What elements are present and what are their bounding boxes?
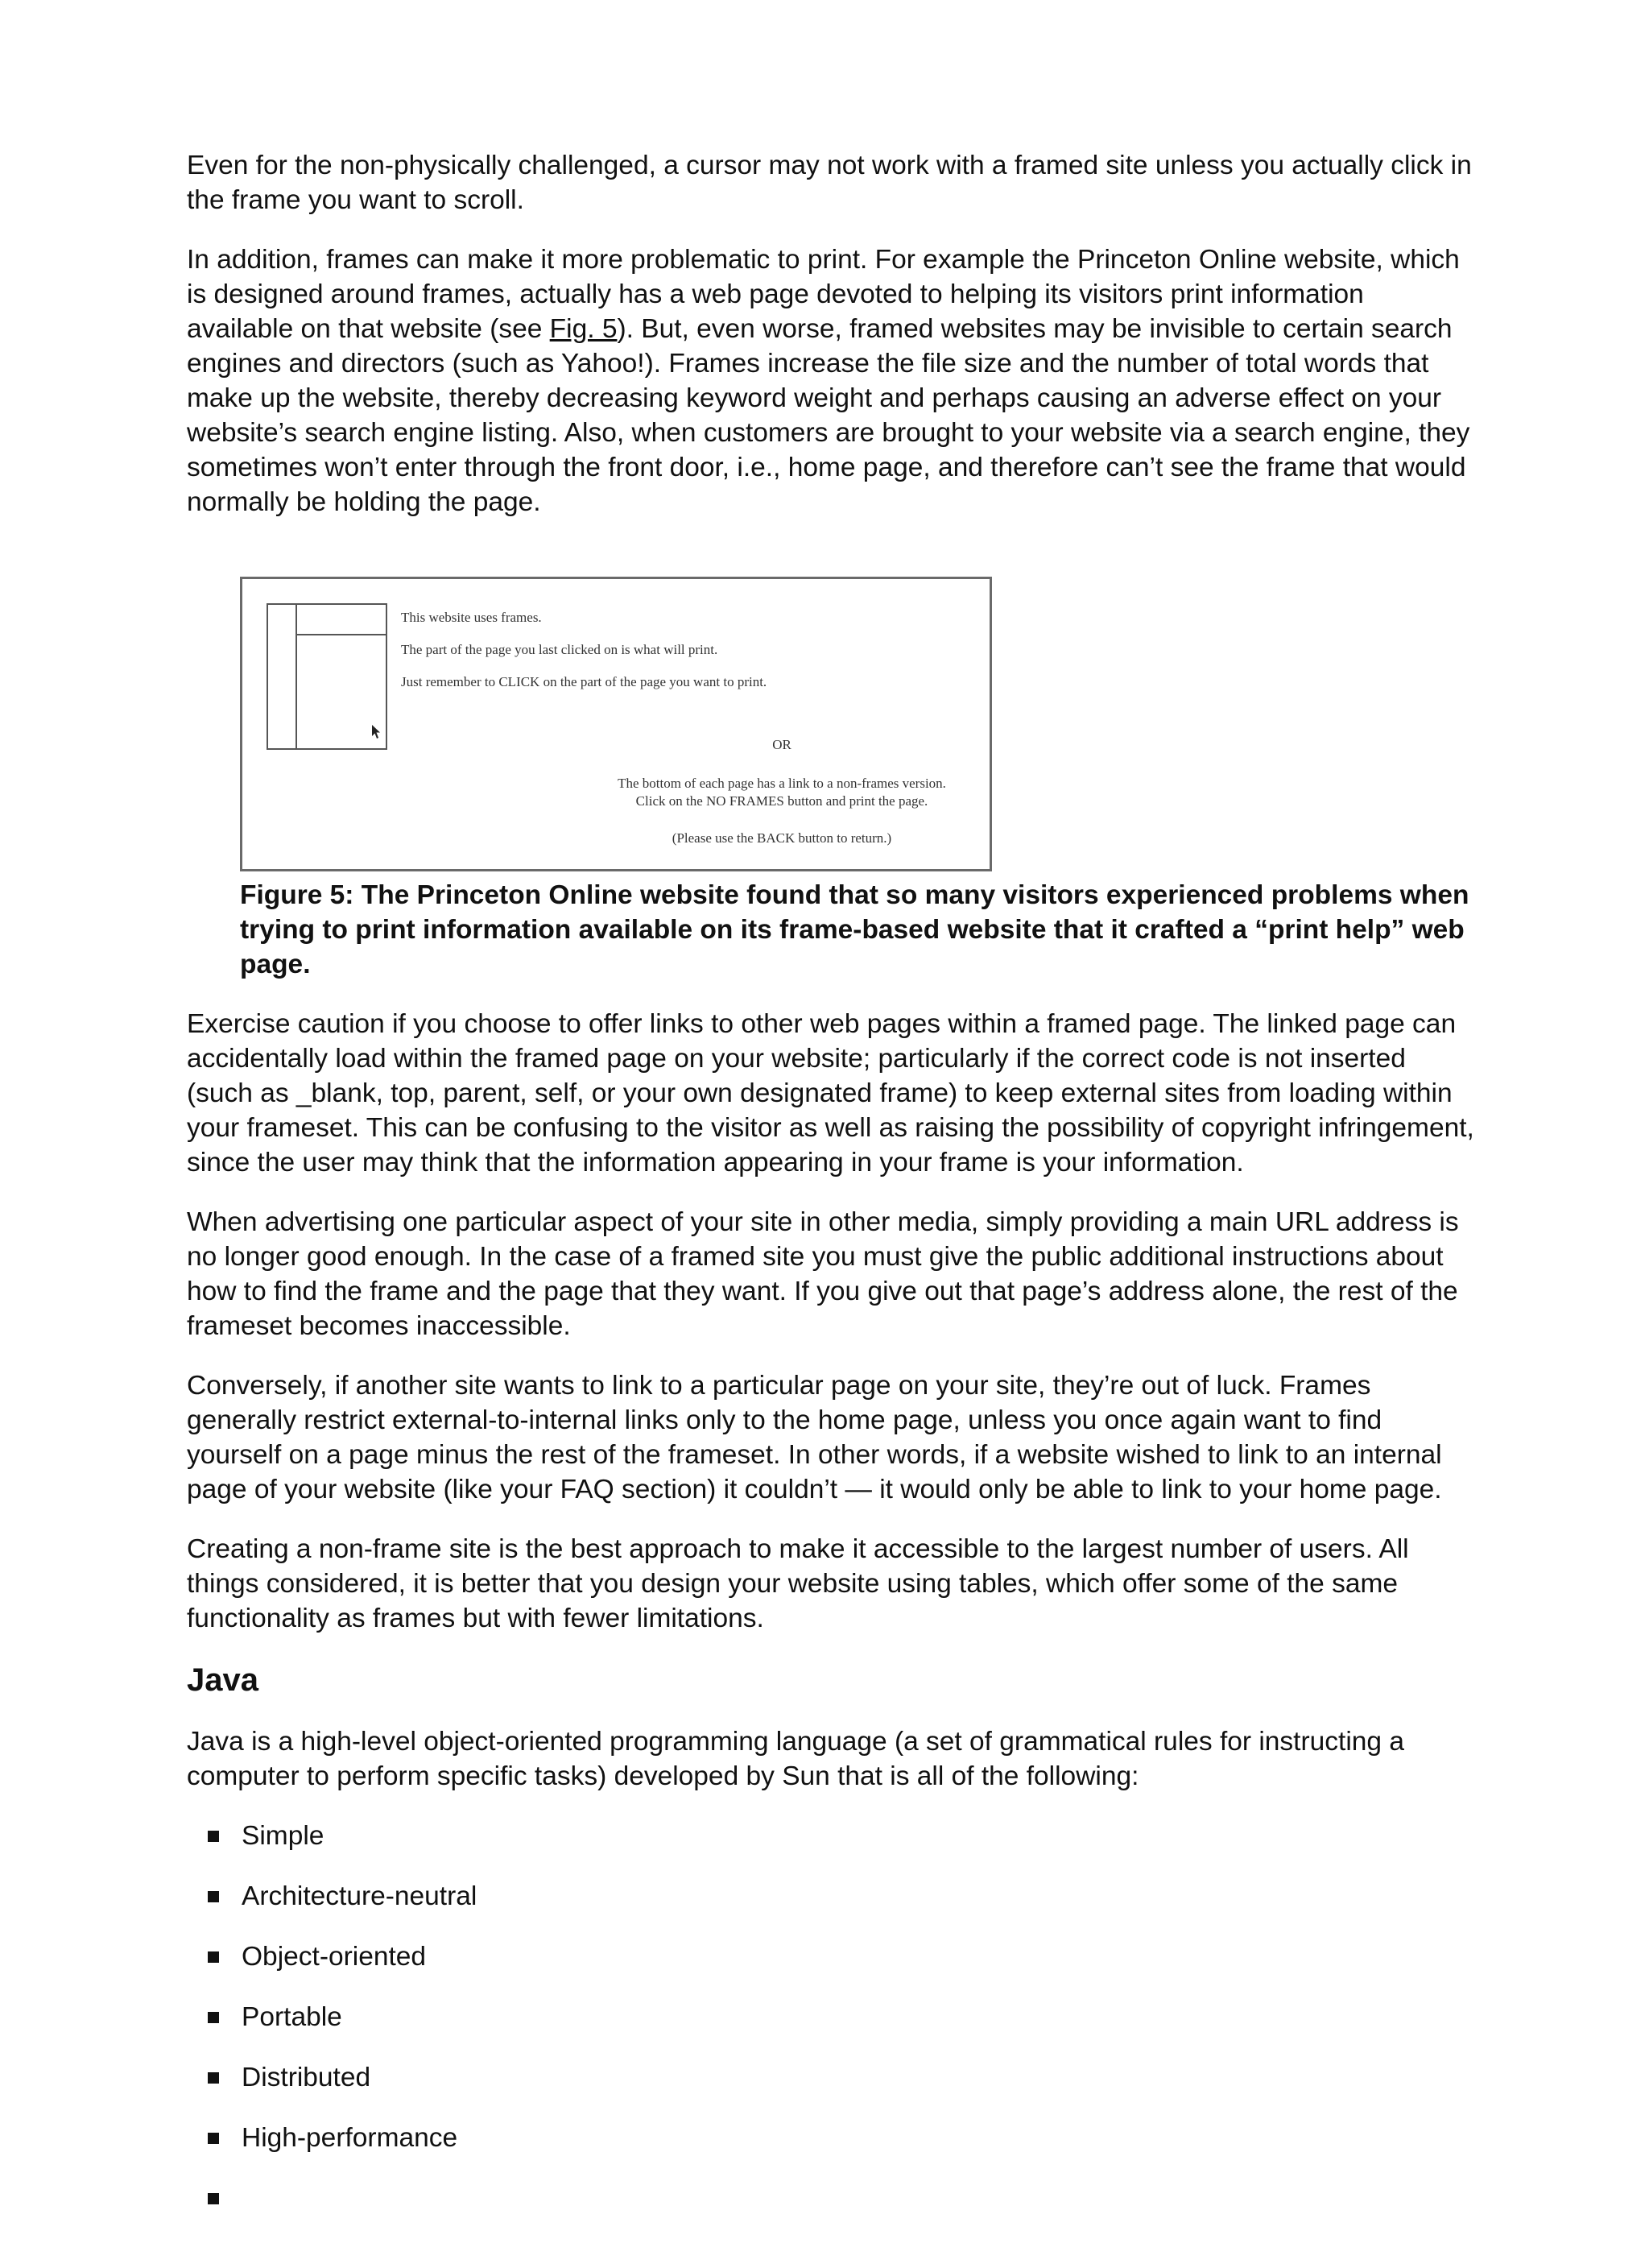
bullet-square-icon	[208, 2072, 219, 2084]
list-item	[187, 2181, 1475, 2216]
paragraph-print-problems	[187, 242, 1475, 519]
list-item-label: Distributed	[242, 2063, 371, 2092]
figure-5-caption: Figure 5: The Princeton Online website found that so many visitors experienced problems when trying to print information available on its frame-based website that it crafted a “print help” web page.	[240, 880, 1469, 979]
paragraph-print-text-b: ). But, even worse, framed websites may be invisible to certain search engines and directors (such as Yahoo!). Frames increase the file size and the number of total words that make up the website, thereby decreasing keyword weight and perhaps causing an adverse effect on your website’s search engine listing. Also, when customers are brought to your website via a search engine, they sometimes won’t enter through the front door, i.e., home page, and therefore can’t see the frame that would normally be holding the page.	[187, 314, 1470, 517]
list-item	[187, 2121, 1475, 2155]
figure-line-click-part: Just remember to CLICK on the part of the page you want to print.	[401, 674, 767, 689]
figure-5-screenshot	[240, 577, 992, 871]
list-item	[187, 1879, 1475, 1914]
paragraph-advertising-url: When advertising one particular aspect of your site in other media, simply providing a main URL address is no longer good enough. In the case of a framed site you must give the public additional instructions about how to find the frame and the page that they want. If you give out that page’s address alone, the rest of the frameset becomes inaccessible.	[187, 1207, 1459, 1341]
bullet-square-icon	[208, 2012, 219, 2023]
list-item	[187, 2000, 1475, 2034]
list-item	[187, 1819, 1475, 1853]
figure-line-last-clicked: The part of the page you last clicked on is what will print.	[401, 642, 718, 657]
list-item-label: Portable	[242, 2002, 342, 2032]
paragraph-links-caution: Exercise caution if you choose to offer links to other web pages within a framed page. The linked page can accidentally load within the framed page on your website; particularly if the correct code is not inserted (such as _blank, top, parent, self, or your own designated frame) to keep external sites from loading within your frameset. This can be confusing to the visitor as well as raising the possibility of copyright infringement, since the user may think that the information appearing in your frame is your information.	[187, 1009, 1474, 1177]
figure-line-or: OR	[772, 737, 791, 752]
figure-5-link[interactable]: Fig. 5	[549, 314, 618, 344]
list-item-label: Object-oriented	[242, 1942, 427, 1972]
mouse-cursor-icon	[371, 724, 382, 740]
frames-diagram-divider-vertical	[295, 605, 297, 748]
paragraph-print-text-a: In addition, frames can make it more problematic to print. For example the Princeton Online website, which is designed around frames, actually has a web page devoted to helping its visitors print information available on that website (see	[187, 245, 1460, 344]
list-item	[187, 2060, 1475, 2095]
section-heading-java: Java	[187, 1662, 258, 1698]
paragraph-cursor-frames: Even for the non-physically challenged, a cursor may not work with a framed site unless you actually click in the frame you want to scroll.	[187, 151, 1472, 215]
paragraph-external-links: Conversely, if another site wants to link to a particular page on your site, they’re out of luck. Frames generally restrict external-to-internal links only to the home page, unless you once again want to find yourself on a page minus the rest of the frameset. In other words, if a website wished to link to an internal page of your website (like your FAQ section) it couldn’t — it would only be able to link to your home page.	[187, 1371, 1442, 1504]
list-item	[187, 1939, 1475, 1974]
list-item-label: Architecture-neutral	[242, 1881, 477, 1911]
frames-diagram-divider-horizontal	[295, 634, 386, 635]
bullet-square-icon	[208, 1831, 219, 1842]
document-page	[187, 148, 1475, 2241]
figure-5	[240, 544, 1475, 982]
bullet-square-icon	[208, 2193, 219, 2204]
java-features-list	[187, 1819, 1475, 2216]
figure-line-non-frames-link: The bottom of each page has a link to a non-frames version.	[618, 776, 946, 791]
paragraph-non-frame-site: Creating a non-frame site is the best approach to make it accessible to the largest number of users. All things considered, it is better that you design your website using tables, which offer some of the same functionality as frames but with fewer limitations.	[187, 1534, 1409, 1633]
figure-line-back-button: (Please use the BACK button to return.)	[672, 830, 892, 846]
frames-diagram	[267, 603, 387, 750]
list-item-label: High-performance	[242, 2123, 458, 2153]
figure-line-no-frames-button: Click on the NO FRAMES button and print the page.	[635, 793, 928, 809]
bullet-square-icon	[208, 1951, 219, 1963]
bullet-square-icon	[208, 2133, 219, 2144]
figure-line-uses-frames: This website uses frames.	[401, 610, 542, 625]
bullet-square-icon	[208, 1891, 219, 1902]
paragraph-java-intro: Java is a high-level object-oriented programming language (a set of grammatical rules for instructing a computer to perform specific tasks) developed by Sun that is all of the following:	[187, 1727, 1404, 1791]
list-item-label: Simple	[242, 1821, 324, 1851]
